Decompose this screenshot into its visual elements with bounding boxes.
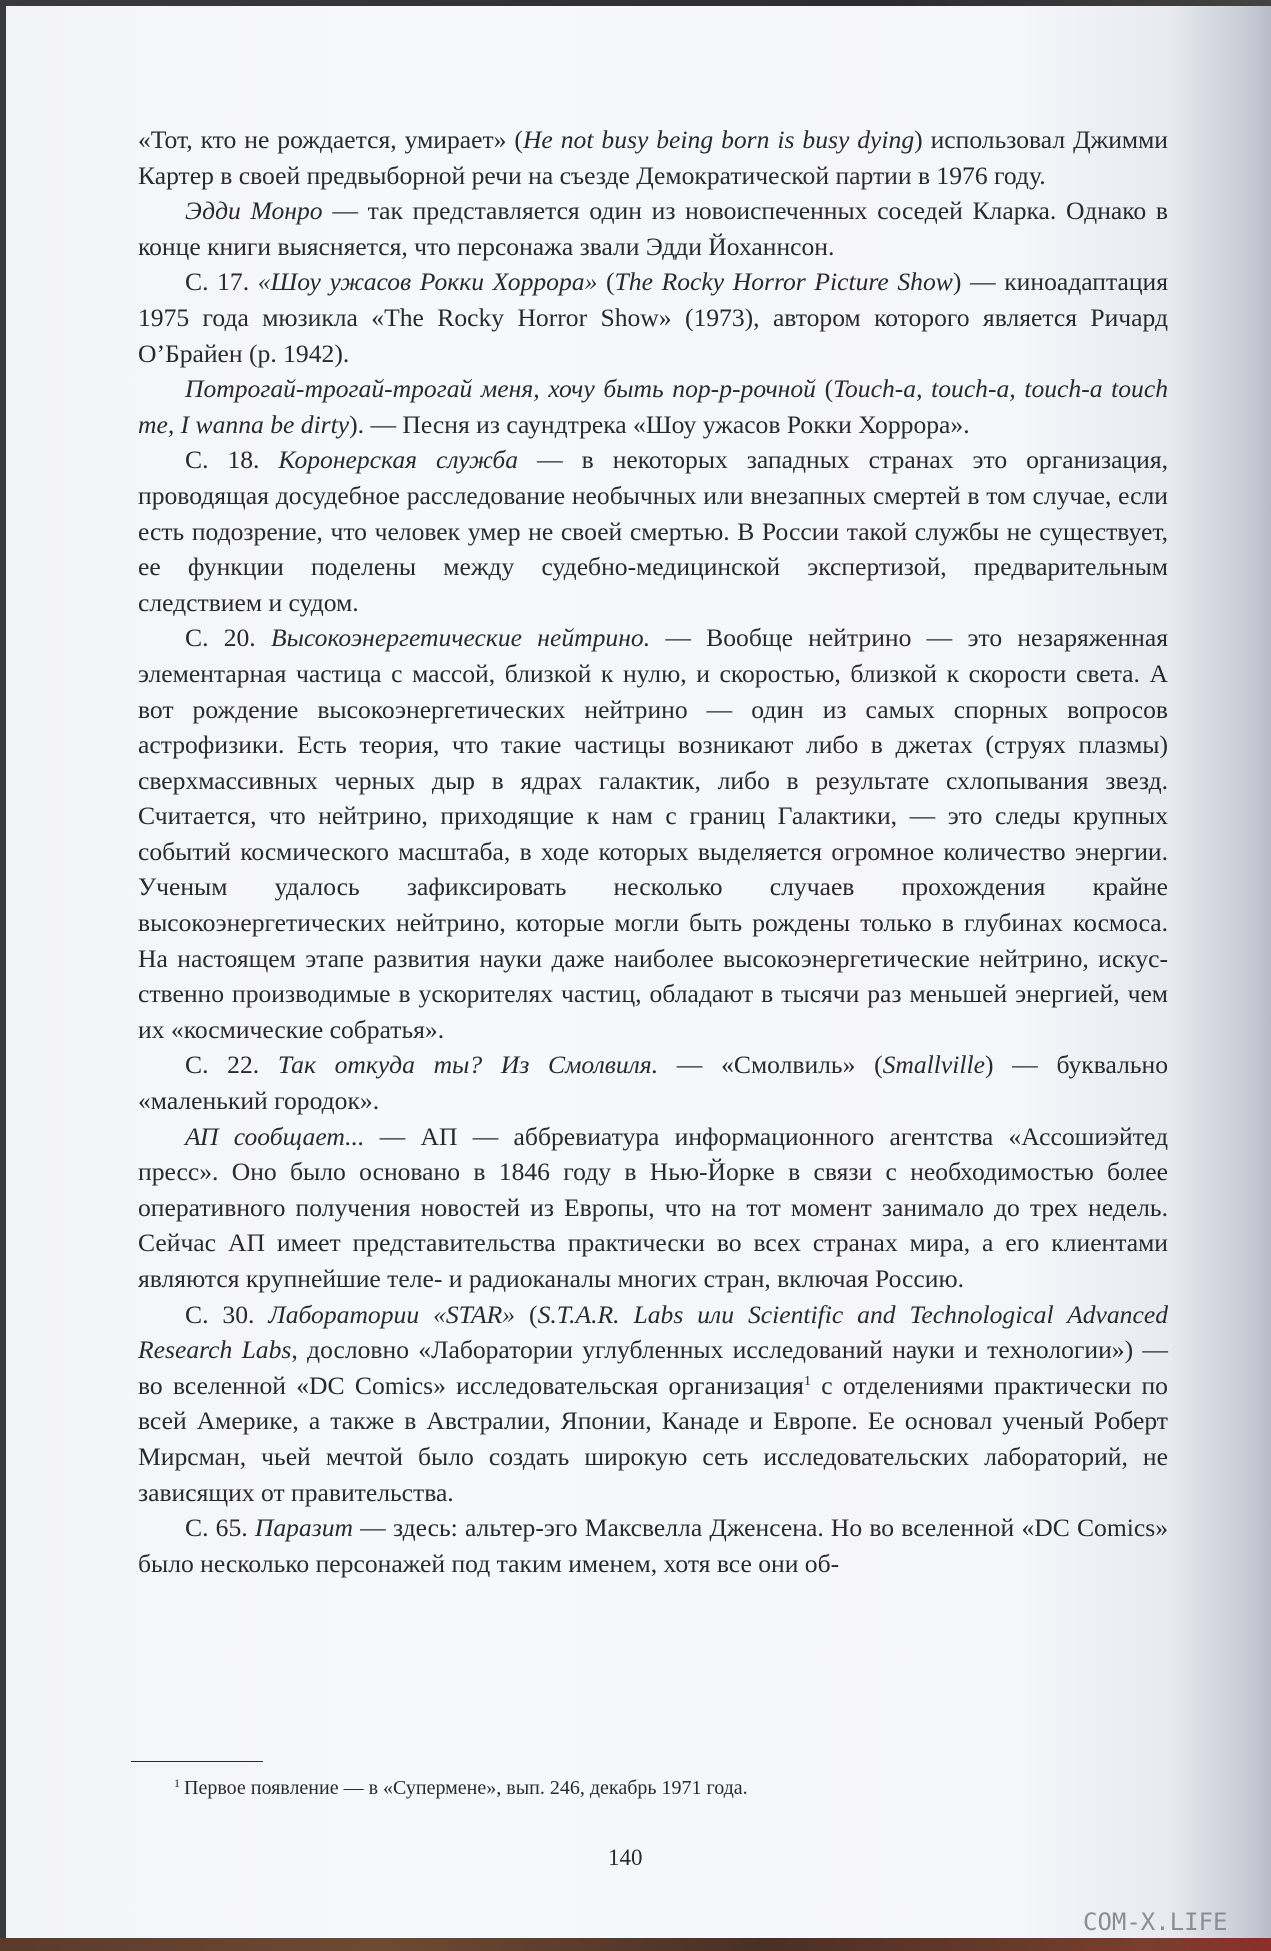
text-run: С. 30. [185,1299,269,1329]
paragraph-p9 [138,1297,1168,1511]
footnote-mark: 1 [174,1776,180,1790]
italic-run: Лаборатории «STAR» [268,1299,516,1329]
paragraph-p8 [138,1119,1168,1297]
watermark: COM-X.LIFE [1083,1908,1228,1936]
text-run: ) использовал Джимми Картер в своей предвыборной речи на съезде Демократической партии в 1976 году. [138,125,1168,190]
text-run: — так представляется один из новоиспеченных соседей Кларка. Однако в конце книги выясняется, что персонажа звали Эдди Йоханнсон. [138,196,1168,261]
italic-run: Так откуда ты? Из Смолвиля. [277,1050,659,1080]
paragraph-p6 [138,620,1168,1047]
text-run: — «Смолвиль» ( [658,1050,883,1080]
text-run: — в некоторых западных странах это организация, проводящая досудебное расследование необычных или внезапных смертей в том случае, если есть подозрение, что человек умер не своей смертью. В России такой службы не существует, ее функции поделены между судебно-медицинской экспертизой, предварительным следствием и судом. [138,445,1168,617]
paragraph-p3 [138,264,1168,371]
italic-run: Коронерская служба [278,445,519,475]
text-run: «Тот, кто не рождается, умирает» ( [138,125,523,154]
paragraph-p10 [138,1510,1168,1581]
text-run: С. 20. [185,623,271,653]
text-run: ( [515,1299,538,1329]
text-run: ( [815,374,834,404]
italic-run: S.T.A.R. Labs или Scientific and Technological Advanced Research Labs [138,1299,1168,1365]
footnote-separator [131,1761,263,1762]
text-run: — здесь: альтер-эго Максвелла Дженсена. Но во вселенной «DC Comics» было несколько персонажей под таким именем, хотя все они об- [138,1513,1168,1578]
footnote-text: Первое появление — в «Супермене», вып. 246, декабрь 1971 года. [184,1777,748,1799]
paragraph-p2 [138,193,1168,264]
text-run: ) — киноадаптация 1975 года мюзикла «The Rocky Horror Show» (1973), автором которого является Ричард О’Брайен (р. 1942). [138,267,1168,368]
italic-run: Smallville [882,1050,985,1080]
footnote-1 [174,1775,748,1801]
text-run: ). — Песня из саундтрека «Шоу ужасов Рокки Хоррора». [349,409,970,439]
italic-run: Touch-a, touch-a, touch-a touch me, I wanna be dirty [138,374,1169,439]
footnote-reference: 1 [803,1373,811,1389]
italic-run: He not busy being born is busy dying [522,125,915,154]
italic-run: Потрогай-трогай-трогай меня, хочу быть пор-р-рочной [185,374,816,404]
text-run: , дословно «Лаборатории углубленных исследований науки и технологии») — во вселенной «DC Comics» исследовательская организация [138,1335,1168,1400]
paragraph-p4 [138,371,1168,442]
italic-run: Эдди Монро [185,196,323,226]
italic-run: «Шоу ужасов Рокки Хоррора» [257,267,598,297]
text-run: — Вообще нейтрино — это незаряженная элементарная частица с массой, близкой к нулю, и скоростью, близкой к скорости света. А вот рождение высокоэнергетических нейтрино — один из самых спорных вопросов астрофизики. Есть теория, что такие частицы возникают либо в джетах (струях плазмы) сверхмассивных черных дыр в ядрах галактик, либо в результате схлопывания звезд. Считается, что нейтрино, приходящие к нам с границ Галактики, — это следы крупных событий космического масштаба, в ходе которых выделяется огромное количество энергии. Ученым удалось зафиксировать несколько случаев прохождения крайне высокоэнергетических нейтрино, которые могли быть рождены только в глубинах космоса. На настоящем этапе развития науки даже наиболее высокоэнергетические нейтрино, искусственно производимые в ускорителях частиц, обладают в тысячи раз меньшей энергией, чем их «космические собратья». [138,623,1168,1044]
page-number: 140 [608,1845,643,1870]
italic-run: Паразит [254,1513,353,1543]
paragraph-p7 [138,1047,1168,1118]
text-run: С. 22. [185,1050,278,1080]
text-run: С. 65. [185,1513,255,1543]
paragraph-p1 [138,122,1168,193]
italic-run: The Rocky Horror Picture Show [614,267,953,297]
text-run: — АП — аббревиатура информационного агентства «Ассошиэйтед пресс». Оно было основано в 1846 году в Нью-Йорке в связи с необходимостью более оперативного получения новостей из Европы, что на тот момент занимало до трех недель. Сейчас АП имеет представительства практически во всех странах мира, а его клиентами являются крупнейшие теле- и радиоканалы многих стран, включая Россию. [138,1121,1168,1293]
italic-run: Высокоэнергетические нейтрино. [270,623,651,653]
body-text [138,122,1168,1581]
text-run: ( [597,267,615,297]
scan-bottom-border [0,1938,1271,1951]
text-run: ) — буквально «маленький городок». [138,1050,1169,1116]
text-run: С. 17. [185,267,258,297]
text-run: с отделениями практически по всей Америке, а также в Австралии, Японии, Канаде и Европе. Ее основал ученый Роберт Мирсман, чьей мечтой было создать широкую сеть исследовательских лабораторий, не зависящих от правительства. [138,1370,1168,1507]
italic-run: АП сообщает... [185,1121,365,1151]
text-run: С. 18. [185,445,279,475]
paragraph-p5 [138,442,1168,620]
